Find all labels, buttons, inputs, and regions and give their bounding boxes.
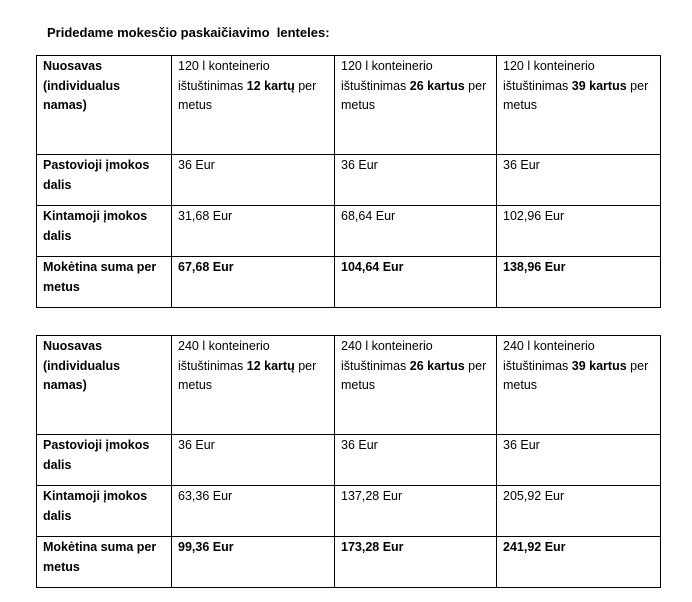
column-header-frequency: 26 kartus — [409, 78, 465, 93]
row-label: Pastovioji įmokos dalis — [37, 435, 172, 486]
row-label: Mokėtina suma per metus — [37, 257, 172, 308]
total-cell: 99,36 Eur — [172, 537, 335, 588]
column-header-frequency: 12 kartų — [246, 358, 295, 373]
table-cell: 36 Eur — [497, 435, 661, 486]
column-header-suffix: per metus — [503, 78, 649, 112]
table-cell: 36 Eur — [497, 155, 661, 206]
column-header-frequency: 12 kartų — [246, 78, 295, 93]
column-header-suffix: per metus — [341, 78, 487, 112]
table-cell: 36 Eur — [335, 435, 497, 486]
column-header-frequency: 26 kartus — [409, 358, 465, 373]
table-header-row — [37, 56, 661, 155]
fee-table-120l — [36, 55, 661, 308]
table-cell: 31,68 Eur — [172, 206, 335, 257]
total-cell: 138,96 Eur — [497, 257, 661, 308]
table-cell: 36 Eur — [172, 435, 335, 486]
page-heading: Pridedame mokesčio paskaičiavimo lenteles: — [47, 25, 330, 40]
column-header-39 — [497, 56, 661, 155]
column-header-text: 120 l konteinerio ištuštinimas — [178, 59, 270, 93]
table-cell: 137,28 Eur — [335, 486, 497, 537]
table-row-variable-fee — [37, 486, 661, 537]
column-header-suffix: per metus — [341, 358, 487, 392]
table-header-row — [37, 336, 661, 435]
row-label: Kintamoji įmokos dalis — [37, 206, 172, 257]
column-header-text: 240 l konteinerio ištuštinimas — [341, 339, 433, 373]
column-header-text: 120 l konteinerio ištuštinimas — [503, 59, 595, 93]
row-label: Pastovioji įmokos dalis — [37, 155, 172, 206]
column-header-text: 240 l konteinerio ištuštinimas — [503, 339, 595, 373]
column-header-suffix: per metus — [503, 358, 649, 392]
table-cell: 63,36 Eur — [172, 486, 335, 537]
total-cell: 104,64 Eur — [335, 257, 497, 308]
table-cell: 205,92 Eur — [497, 486, 661, 537]
table-row-fixed-fee — [37, 435, 661, 486]
column-header-text: 120 l konteinerio ištuštinimas — [341, 59, 433, 93]
column-header-suffix: per metus — [178, 78, 317, 112]
row-label: Kintamoji įmokos dalis — [37, 486, 172, 537]
column-header-12 — [172, 336, 335, 435]
fee-table-240l — [36, 335, 661, 588]
column-header-39 — [497, 336, 661, 435]
column-header-suffix: per metus — [178, 358, 317, 392]
column-header-frequency: 39 kartus — [571, 358, 627, 373]
column-header-text: 240 l konteinerio ištuštinimas — [178, 339, 270, 373]
column-header-26 — [335, 56, 497, 155]
table-cell: 36 Eur — [335, 155, 497, 206]
table-row-total — [37, 257, 661, 308]
table-row-fixed-fee — [37, 155, 661, 206]
column-header-26 — [335, 336, 497, 435]
total-cell: 241,92 Eur — [497, 537, 661, 588]
table-row-total — [37, 537, 661, 588]
column-header-frequency: 39 kartus — [571, 78, 627, 93]
row-label: Mokėtina suma per metus — [37, 537, 172, 588]
corner-cell: Nuosavas (individualus namas) — [37, 56, 172, 155]
corner-cell: Nuosavas (individualus namas) — [37, 336, 172, 435]
table-row-variable-fee — [37, 206, 661, 257]
table-cell: 102,96 Eur — [497, 206, 661, 257]
table-cell: 68,64 Eur — [335, 206, 497, 257]
total-cell: 173,28 Eur — [335, 537, 497, 588]
column-header-12 — [172, 56, 335, 155]
total-cell: 67,68 Eur — [172, 257, 335, 308]
table-cell: 36 Eur — [172, 155, 335, 206]
